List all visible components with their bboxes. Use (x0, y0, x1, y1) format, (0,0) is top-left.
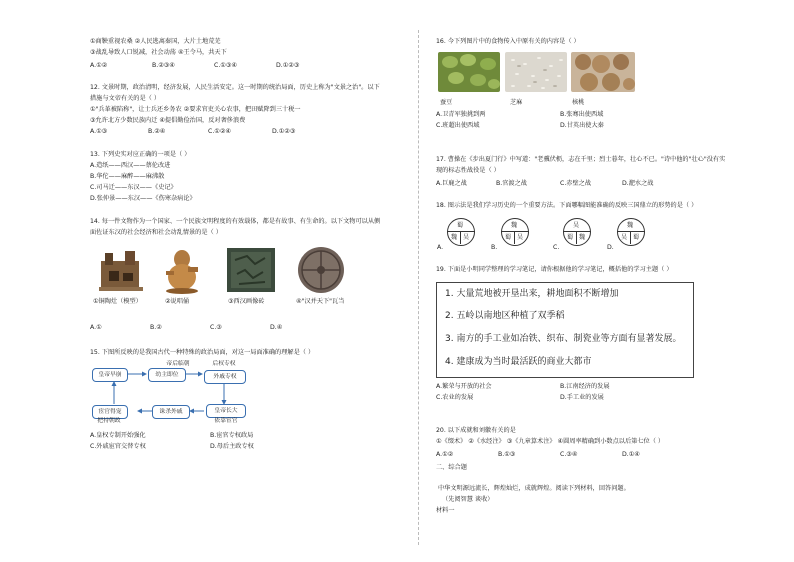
q15-option-d[interactable]: D.母后主政专权 (210, 443, 254, 450)
q13-option-b[interactable]: B.华佗——麻醉——麻沸散 (90, 173, 165, 180)
question-15 (90, 349, 314, 360)
column-divider (418, 30, 419, 545)
material-intro (438, 485, 630, 518)
q14-option-c[interactable]: C.③ (210, 324, 222, 331)
q15-label-control: 把持朝政 (97, 418, 121, 424)
q19-stem: 19. 下面是小明同学整理的学习笔记，请你根据他的学习笔记，概括他的学习主题（ ） (436, 266, 673, 273)
q11-line-1: ①商鞅重视农桑 ②人民逃离秦国，大片土地荒芜 (90, 38, 221, 45)
q14-caption-1: ①铜陶灶（模型） (93, 298, 142, 305)
q15-option-b[interactable]: B.宦官专权政局 (210, 432, 254, 439)
intro-line-2: （先阅智慧 谈收） (442, 496, 494, 503)
q18-d-top: 魏 (627, 222, 634, 229)
q18-hline-b (501, 231, 529, 232)
storyteller-figurine-image (158, 243, 206, 295)
q18-b-left: 蜀 (505, 234, 512, 241)
q14-option-b[interactable]: B.② (150, 324, 162, 331)
walnut-photo (571, 52, 635, 92)
question-14 (90, 218, 380, 240)
q15-label-regent: 后权专权 (212, 361, 236, 367)
q18-hline-c (563, 231, 591, 232)
q15-node-emperor-grows: 皇帝长大 (206, 404, 246, 418)
q17-line-2: 现的标志性战役是（ ） (436, 167, 500, 174)
question-12 (90, 84, 380, 128)
q18-stem: 18. 图示法是我们学习历史的一个重要方法。下面哪幅图能准确的反映三国鼎立的形势的是（ ） (436, 202, 698, 209)
q14-caption-4: ④"汉并天下"瓦当 (296, 298, 345, 305)
q12-option-c[interactable]: C.①②④ (208, 128, 231, 135)
q15-stem: 15. 下图所反映的是我国古代一种特殊的政治局面，对这一局面准确的理解是（ ） (90, 349, 315, 356)
q18-vline-d (630, 231, 631, 244)
stove-model-image (95, 245, 147, 295)
q15-option-c[interactable]: C.外戚宦官交替专权 (90, 443, 146, 450)
q18-b-top: 魏 (511, 222, 518, 229)
q19-notes-box (436, 282, 694, 378)
q15-option-a[interactable]: A.皇权专制开始强化 (90, 432, 146, 439)
q14-caption-3: ③西汉画像砖 (228, 298, 265, 305)
q18-c-left: 蜀 (567, 234, 574, 241)
q19-option-b[interactable]: B.江南经济的发展 (560, 383, 610, 390)
q16-option-b[interactable]: B.张骞出使西域 (560, 111, 604, 118)
relief-brick-image (225, 246, 277, 294)
q19-option-c[interactable]: C.农业的发展 (436, 394, 474, 401)
q15-node-kill-consorts: 诛杀外戚 (152, 405, 190, 419)
q18-d-right: 蜀 (633, 234, 640, 241)
q15-node-young-emperor: 幼主即位 (148, 368, 186, 382)
q18-option-d[interactable]: D. (607, 244, 614, 251)
question-13 (90, 151, 196, 206)
q17-line-1: 17. 曹操在《步出夏门行》中写道："老骥伏枥，志在千里；烈士暮年，壮心不已。"诗中他的"壮心"没有实 (436, 156, 726, 163)
q15-node-eunuch-favor: 宦官得宠 (92, 405, 128, 419)
q12-option-d[interactable]: D.①②③ (272, 128, 296, 135)
q18-c-top: 吴 (573, 222, 580, 229)
q18-vline-a (460, 231, 461, 244)
q12-option-a[interactable]: A.①③ (90, 128, 108, 135)
q16-caption-sesame: 芝麻 (510, 99, 523, 106)
q16-caption-walnut: 核桃 (572, 99, 585, 106)
q12-option-b[interactable]: B.②④ (148, 128, 166, 135)
q17-option-c[interactable]: C.赤壁之战 (560, 180, 592, 187)
tile-end-image (296, 245, 346, 295)
q11-option-a[interactable]: A.①② (90, 62, 108, 69)
q18-hline-d (617, 231, 645, 232)
q14-caption-2: ②说唱俑 (165, 298, 190, 305)
q20-option-d[interactable]: D.①④ (622, 451, 640, 458)
q19-option-d[interactable]: D.手工业的发展 (560, 394, 604, 401)
q15-label-rely-eunuch: 依靠宦官 (214, 418, 238, 424)
q14-line-1: 14. 每一件文物作为一个国家、一个民族文明程度的有效载体，都是有故事、有生命的。以下文物可以从侧 (90, 218, 381, 225)
question-19 (436, 266, 673, 277)
q16-stem: 16. 今下列图片中的食物传入中原有关的内容是（ ） (436, 38, 580, 45)
q11-option-d[interactable]: D.①②③ (276, 62, 300, 69)
q18-d-left: 吴 (621, 234, 628, 241)
section-title-comprehensive: 二、综合题 (436, 464, 467, 471)
q14-option-a[interactable]: A.① (90, 324, 102, 331)
q18-c-right: 魏 (579, 234, 586, 241)
q18-option-b[interactable]: B. (491, 244, 498, 251)
q20-option-b[interactable]: B.①③ (498, 451, 516, 458)
q16-option-c[interactable]: C.班超出使西域 (436, 122, 480, 129)
q14-line-2: 面佐证东汉的社会经济和社会动乱情景的是（ ） (90, 229, 222, 236)
q18-vline-b (514, 231, 515, 244)
q20-stem: 20. 以下成就和刘徽有关的是 (436, 427, 516, 434)
q12-line-1: 12. 文景时期，政治清明，经济发展，人民生活安定。这一时期的统治局面，历史上称为"文景之治"。以下 (90, 84, 380, 91)
q18-a-top: 蜀 (457, 222, 464, 229)
q11-option-b[interactable]: B.②③④ (152, 62, 175, 69)
q15-node-consort-power: 外戚专权 (204, 370, 246, 384)
q11-continuation (90, 38, 227, 60)
q20-option-c[interactable]: C.③④ (560, 451, 578, 458)
sesame-photo (505, 52, 567, 92)
q18-b-right: 吴 (517, 234, 524, 241)
question-18 (436, 202, 697, 213)
q20-option-a[interactable]: A.①② (436, 451, 454, 458)
question-16 (436, 38, 580, 49)
q12-line-3: ①"兵革被陷称"，让士兵还乡务农 ②要求官吏关心农事，把田赋降到三十税一 (90, 106, 301, 113)
q13-option-a[interactable]: A.造纸——西汉——蔡伦改进 (90, 162, 171, 169)
question-20 (436, 427, 664, 449)
q18-hline-a (447, 231, 475, 232)
q15-node-early-death: 皇帝早崩 (92, 368, 128, 382)
q16-option-d[interactable]: D.甘英出使大秦 (560, 122, 604, 129)
q19-note-1: 1. 大量荒地被开垦出来，耕地面积不断增加 (445, 289, 619, 299)
q11-line-2: ③战乱导致人口锐减，社会动荡 ④王令马，共天下 (90, 49, 227, 56)
material-one-label: 材料一 (436, 507, 455, 514)
q11-option-c[interactable]: C.①③④ (214, 62, 237, 69)
q13-option-c[interactable]: C.司马迁——东汉——《史记》 (90, 184, 177, 191)
q18-a-right: 吴 (463, 234, 470, 241)
q17-option-a[interactable]: A.巨鹿之战 (436, 180, 467, 187)
q12-line-4: ③允许北方少数民族内迁 ④提倡勤俭治国，反对奢侈浪费 (90, 117, 246, 124)
q19-option-a[interactable]: A.繁荣与开放的社会 (436, 383, 492, 390)
q18-a-left: 魏 (451, 234, 458, 241)
q17-option-d[interactable]: D.淝水之战 (622, 180, 654, 187)
q17-option-b[interactable]: B.官渡之战 (496, 180, 527, 187)
q19-note-3: 3. 南方的手工业如冶铁、织布、制瓷业等方面有显著发展。 (445, 334, 682, 344)
q18-vline-c (576, 231, 577, 244)
q19-note-2: 2. 五岭以南地区种植了双季稻 (445, 311, 565, 321)
q18-option-c[interactable]: C. (553, 244, 560, 251)
q14-option-d[interactable]: D.④ (270, 324, 283, 331)
q13-option-d[interactable]: D.张仲景——东汉——《伤寒杂病论》 (90, 195, 196, 202)
q15-label-top: 帝后临朝 (166, 361, 190, 367)
q16-caption-bean: 蚕豆 (440, 99, 453, 106)
q16-option-a[interactable]: A.卫青军独挑到两 (436, 111, 486, 118)
q13-stem: 13. 下列史实对应正确的一项是（ ） (90, 151, 191, 158)
q20-items: ①《缀术》 ②《水经注》 ③《九章算术注》 ④圆周率精确到小数点以后第七位（ ） (436, 438, 665, 445)
q19-note-4: 4. 建康成为当时最活跃的商业大都市 (445, 357, 592, 367)
broad-bean-photo (438, 52, 500, 92)
question-17 (436, 156, 725, 178)
intro-line-1: 中华文明源远流长，辉煌灿烂，成就辉煌。阅读下列材料，回答问题。 (438, 485, 630, 492)
q18-option-a[interactable]: A. (437, 244, 444, 251)
q12-line-2: 措施与文帝有关的是（ ） (90, 95, 161, 102)
